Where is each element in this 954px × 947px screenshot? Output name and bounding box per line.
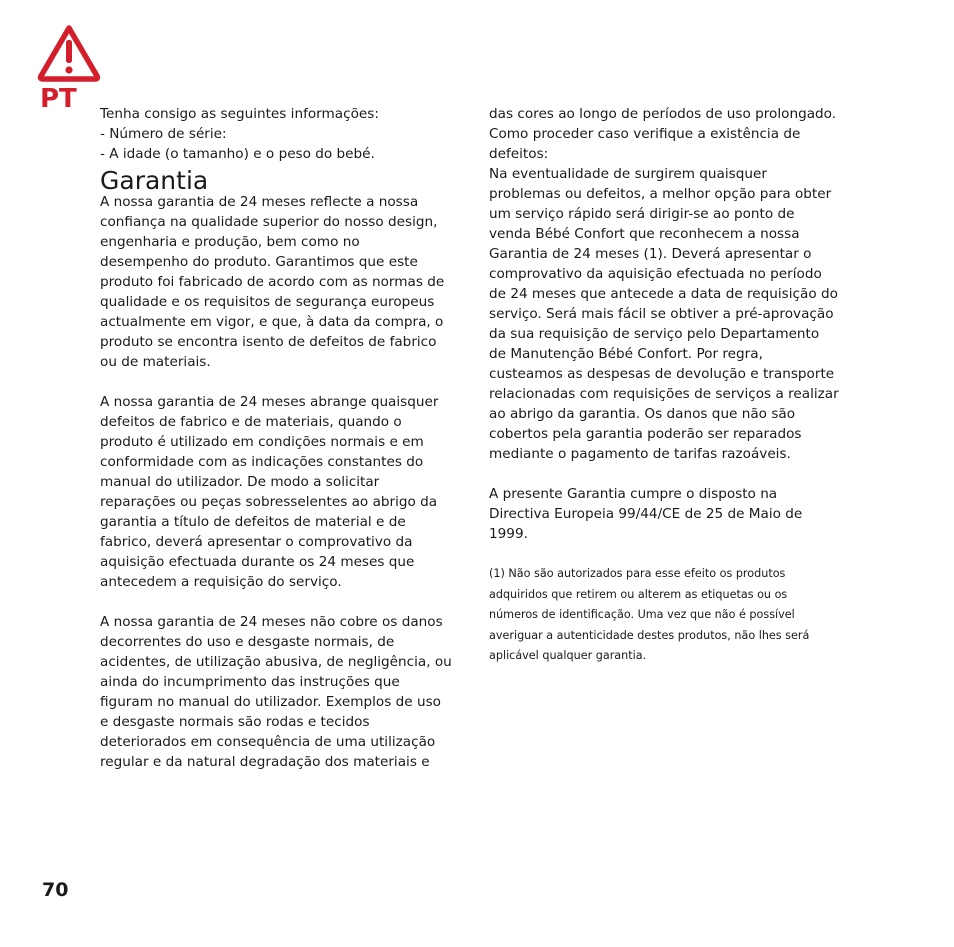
warning-triangle-icon — [37, 24, 101, 82]
text-line: regular e da natural degradação dos materiais e — [100, 754, 430, 770]
text-line: figuram no manual do utilizador. Exemplos de uso — [100, 694, 441, 710]
text-line: 1999. — [489, 526, 528, 542]
text-line: produto se encontra isento de defeitos de fabrico — [100, 334, 437, 350]
text-line: desempenho do produto. Garantimos que este — [100, 254, 418, 270]
text-line: fabrico, deverá apresentar o comprovativo da — [100, 534, 413, 550]
text-line: da sua requisição de serviço pelo Departamento — [489, 326, 820, 342]
footnote-line: adquiridos que retirem ou alterem as etiquetas ou os — [489, 587, 788, 601]
text-line: acidentes, de utilização abusiva, de negligência, ou — [100, 654, 452, 670]
paragraph-procedure — [489, 104, 859, 464]
text-line: aquisição efectuada durante os 24 meses que — [100, 554, 415, 570]
text-line: comprovativo da aquisição efectuada no período — [489, 266, 822, 282]
text-line: A nossa garantia de 24 meses não cobre os danos — [100, 614, 443, 630]
text-line: produto foi fabricado de acordo com as normas de — [100, 274, 445, 290]
text-line: actualmente em vigor, e que, à data da compra, o — [100, 314, 444, 330]
text-line: de Manutenção Bébé Confort. Por regra, — [489, 346, 763, 362]
text-line: Directiva Europeia 99/44/CE de 25 de Maio de — [489, 506, 803, 522]
footnote-line: (1) Não são autorizados para esse efeito os produtos — [489, 567, 786, 580]
text-line: ainda do incumprimento das instruções que — [100, 674, 400, 690]
text-line: A nossa garantia de 24 meses reflecte a nossa — [100, 194, 419, 210]
page-number: 70 — [42, 879, 69, 901]
text-line: produto é utilizado em condições normais e em — [100, 434, 424, 450]
footnote — [489, 564, 859, 667]
text-line: Como proceder caso verifique a existência de — [489, 126, 801, 142]
paragraph-directive — [489, 484, 859, 544]
text-line: relacionadas com requisições de serviços a realizar — [489, 386, 839, 402]
paragraph-coverage — [100, 392, 466, 592]
text-line: deteriorados em consequência de uma utilização — [100, 734, 436, 750]
intro-line: Tenha consigo as seguintes informações: — [100, 106, 379, 122]
right-column — [489, 104, 859, 667]
text-line: cobertos pela garantia poderão ser reparados — [489, 426, 802, 442]
text-line: confiança na qualidade superior do nosso design, — [100, 214, 438, 230]
section-title: Garantia — [100, 166, 209, 195]
language-code: PT — [40, 84, 77, 114]
text-line: manual do utilizador. De modo a solicitar — [100, 474, 380, 490]
left-column — [100, 104, 466, 772]
text-line: ou de materiais. — [100, 354, 211, 370]
text-line: um serviço rápido será dirigir-se ao ponto de — [489, 206, 795, 222]
text-line: custeamos as despesas de devolução e transporte — [489, 366, 835, 382]
footnote-line: números de identificação. Uma vez que não é possível — [489, 608, 795, 621]
intro-line: - A idade (o tamanho) e o peso do bebé. — [100, 146, 375, 162]
text-line: Garantia de 24 meses (1). Deverá apresentar o — [489, 246, 812, 262]
footnote-line: averiguar a autenticidade destes produtos, não lhes será — [489, 628, 810, 642]
text-line: de 24 meses que antecede a data de requisição do — [489, 286, 838, 302]
text-line: defeitos de fabrico e de materiais, quando o — [100, 414, 402, 430]
text-line: das cores ao longo de períodos de uso prolongado. — [489, 106, 837, 122]
text-line: reparações ou peças sobresselentes ao abrigo da — [100, 494, 438, 510]
intro-line: - Número de série: — [100, 126, 227, 142]
text-line: e desgaste normais são rodas e tecidos — [100, 714, 370, 730]
text-line: engenharia e produção, bem como no — [100, 234, 360, 250]
text-line: A presente Garantia cumpre o disposto na — [489, 486, 778, 502]
text-line: conformidade com as indicações constantes do — [100, 454, 424, 470]
text-line: qualidade e os requisitos de segurança europeus — [100, 294, 435, 310]
text-line: Na eventualidade de surgirem quaisquer — [489, 166, 767, 182]
text-line: antecedem a requisição do serviço. — [100, 574, 342, 590]
paragraph-quality — [100, 192, 466, 372]
text-line: mediante o pagamento de tarifas razoáveis. — [489, 446, 791, 462]
text-line: venda Bébé Confort que reconhecem a nossa — [489, 226, 800, 242]
text-line: decorrentes do uso e desgaste normais, de — [100, 634, 395, 650]
text-line: A nossa garantia de 24 meses abrange quaisquer — [100, 394, 439, 410]
text-line: ao abrigo da garantia. Os danos que não são — [489, 406, 796, 422]
text-line: problemas ou defeitos, a melhor opção para obter — [489, 186, 832, 202]
text-line: garantia a título de defeitos de material e de — [100, 514, 406, 530]
text-line: serviço. Será mais fácil se obtiver a pré-aprovação — [489, 306, 834, 322]
paragraph-exclusions — [100, 612, 466, 772]
footnote-line: aplicável qualquer garantia. — [489, 649, 647, 662]
text-line: defeitos: — [489, 146, 549, 162]
intro-block — [100, 104, 466, 164]
